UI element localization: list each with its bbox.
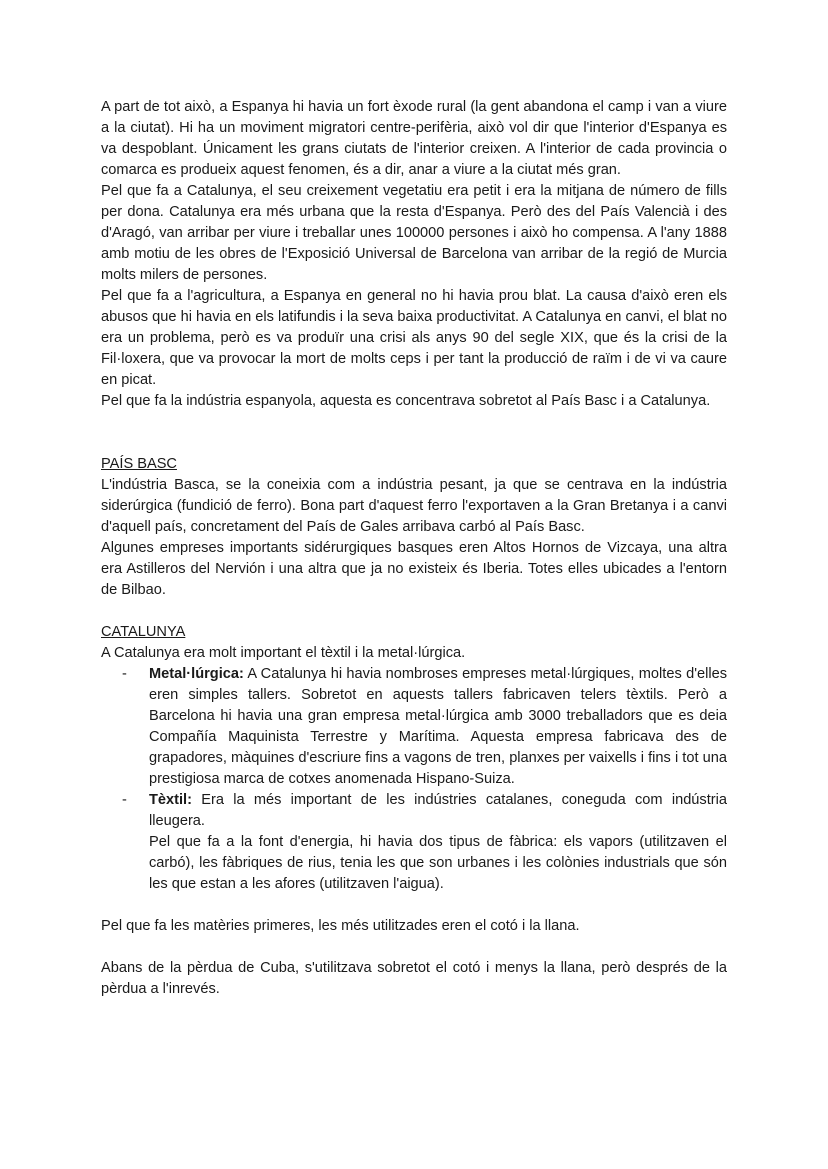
spacer — [101, 895, 727, 916]
spacer — [101, 601, 727, 622]
list-item-term: Tèxtil: — [149, 792, 192, 808]
document-page — [101, 97, 727, 1000]
section-heading-catalunya: CATALUNYA — [101, 624, 186, 640]
paragraph-cuba-loss: Abans de la pèrdua de Cuba, s'utilitzava sobretot el cotó i menys la llana, però després de la pèrdua a l'inrevés. — [101, 960, 727, 997]
section-catalunya — [101, 622, 727, 1000]
paragraph-catalonia-demography: Pel que fa a Catalunya, el seu creixement vegetatiu era petit i era la mitjana de número de fills per dona. Catalunya era més urbana que la resta d'Espanya. Però des del País Valencià i des d'Aragó, van arribar per viure i treballar unes 100000 persones i això ho compensa. A l'any 1888 amb motiu de les obres de l'Exposició Universal de Barcelona van arribar de la regió de Murcia molts milers de persones. — [101, 183, 727, 283]
list-item-term: Metal·lúrgica: — [149, 666, 244, 682]
dash-bullet-icon: - — [122, 792, 127, 808]
industry-list — [101, 664, 727, 895]
paragraph-basque-companies: Algunes empreses importants sidérurgiques basques eren Altos Hornos de Vizcaya, una altra era Astilleros del Nervión i una altra que ja no existeix és Iberia. Totes elles ubicades a l'entorn de Bilbao. — [101, 540, 727, 598]
spacer — [101, 937, 727, 958]
list-item-extra-text: Pel que fa a la font d'energia, hi havia dos tipus de fàbrica: els vapors (utilitzaven el carbó), les fàbriques de rius, tenia les que son urbanes i les colònies industrials que són les que estan a les afores (utilitzaven l'aigua). — [149, 834, 727, 892]
list-item-metallurgy — [101, 664, 727, 790]
list-item-textile — [101, 790, 727, 895]
dash-bullet-icon: - — [122, 666, 127, 682]
list-item-text: Era la més important de les indústries catalanes, coneguda com indústria lleugera. — [149, 792, 727, 829]
section-pais-basc — [101, 454, 727, 601]
paragraph-catalunya-intro: A Catalunya era molt important el tèxtil i la metal·lúrgica. — [101, 645, 466, 661]
section-heading-pais-basc: PAÍS BASC — [101, 456, 177, 472]
list-item-text: A Catalunya hi havia nombroses empreses metal·lúrgiques, moltes d'elles eren simples tallers. Sobretot en aquests tallers fabricaven telers tèxtils. Però a Barcelona hi havia una gran empresa metal·lúrgica amb 3000 treballadors que es deia Compañía Maquinista Terrestre y Marítima. Aquesta empresa fabricava des de grapadores, màquines d'escriure fins a vagons de tren, planxes per vaixells i fins i tot una prestigiosa marca de cotxes anomenada Hispano-Suiza. — [149, 666, 727, 787]
paragraph-basque-industry: L'indústria Basca, se la coneixia com a indústria pesant, ja que se centrava en la indústria siderúrgica (fundició de ferro). Bona part d'aquest ferro l'exportaven a la Gran Bretanya i a canvi d'aquell país, concretament del País de Gales arribava carbó al País Basc. — [101, 477, 727, 535]
paragraph-agriculture: Pel que fa a l'agricultura, a Espanya en general no hi havia prou blat. La causa d'això eren els abusos que hi havia en els latifundis i la seva baixa productivitat. A Catalunya en canvi, el blat no era un problema, però es va produïr una crisi als anys 90 del segle XIX, que és la crisi de la Fil·loxera, que va provocar la mort de molts ceps i per tant la producció de raïm i de vi va caure en picat. — [101, 288, 727, 388]
paragraph-rural-exodus: A part de tot això, a Espanya hi havia un fort èxode rural (la gent abandona el camp i van a viure a la ciutat). Hi ha un moviment migratori centre-perifèria, això vol dir que l'interior d'Espanya es va despoblant. Únicament les grans ciutats de l'interior creixen. A l'interior de cada provincia o comarca es produeix aquest fenomen, és a dir, anar a viure a la ciutat més gran. — [101, 99, 727, 178]
paragraph-raw-materials: Pel que fa les matèries primeres, les més utilitzades eren el cotó i la llana. — [101, 918, 580, 934]
spacer — [101, 412, 727, 454]
paragraph-spanish-industry: Pel que fa la indústria espanyola, aquesta es concentrava sobretot al País Basc i a Catalunya. — [101, 393, 711, 409]
